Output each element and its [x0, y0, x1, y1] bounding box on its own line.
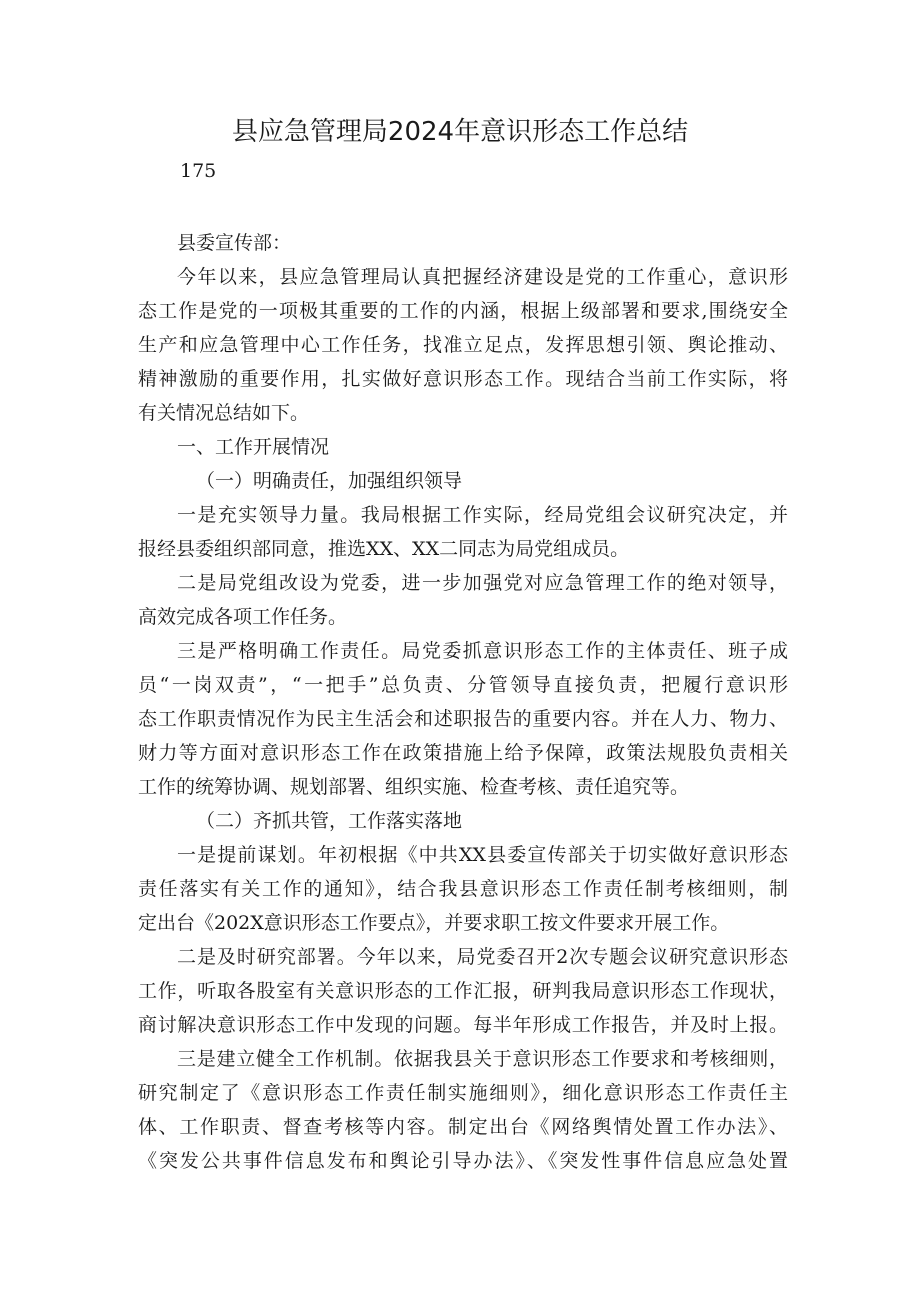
text-line: 一是充实领导力量。我局根据工作实际，经局党组会议研究决定，并 [177, 504, 788, 526]
document-number: 175 [180, 160, 217, 182]
text-line: （一）明确责任，加强组织领导 [196, 470, 463, 492]
text-line: 县委宣传部： [177, 232, 292, 254]
text-line: 态工作职责情况作为民主生活会和述职报告的重要内容。并在人力、物力、 [138, 708, 788, 730]
text-line: 《突发公共事件信息发布和舆论引导办法》、《突发性事件信息应急处置 [138, 1150, 788, 1172]
text-line: 二是局党组改设为党委，进一步加强党对应急管理工作的绝对领导， [177, 572, 788, 594]
text-line: （二）齐抓共管，工作落实落地 [196, 810, 463, 832]
text-line: 财力等方面对意识形态工作在政策措施上给予保障，政策法规股负责相关 [138, 742, 788, 764]
text-line: 精神激励的重要作用，扎实做好意识形态工作。现结合当前工作实际，将 [138, 368, 788, 390]
text-line: 工作，听取各股室有关意识形态的工作汇报，研判我局意识形态工作现状， [138, 980, 788, 1002]
text-line: 商讨解决意识形态工作中发现的问题。每半年形成工作报告，并及时上报。 [138, 1014, 788, 1036]
text-line: 员“一岗双责”，“一把手”总负责、分管领导直接负责，把履行意识形 [138, 674, 788, 696]
text-line: 今年以来，县应急管理局认真把握经济建设是党的工作重心，意识形 [177, 266, 788, 288]
text-line: 研究制定了《意识形态工作责任制实施细则》，细化意识形态工作责任主 [138, 1082, 788, 1104]
text-line: 高效完成各项工作任务。 [138, 606, 348, 628]
text-line: 有关情况总结如下。 [138, 402, 310, 424]
document-body [138, 226, 788, 1178]
text-line: 定出台《202X意识形态工作要点》，并要求职工按文件要求开展工作。 [138, 912, 730, 934]
text-line: 态工作是党的一项极其重要的工作的内涵，根据上级部署和要求,围绕安全 [138, 300, 788, 322]
text-line: 工作的统筹协调、规划部署、组织实施、检查考核、责任追究等。 [138, 776, 690, 798]
document-title: 县应急管理局2024年意识形态工作总结 [231, 117, 689, 147]
text-line: 三是建立健全工作机制。依据我县关于意识形态工作要求和考核细则， [177, 1048, 788, 1070]
text-line: 责任落实有关工作的通知》，结合我县意识形态工作责任制考核细则，制 [138, 878, 788, 900]
text-line: 一、工作开展情况 [177, 436, 330, 458]
text-line: 二是及时研究部署。今年以来，局党委召开2次专题会议研究意识形态 [177, 946, 788, 968]
text-line: 报经县委组织部同意，推选XX、XX二同志为局党组成员。 [138, 538, 630, 560]
text-line: 一是提前谋划。年初根据《中共XX县委宣传部关于切实做好意识形态 [177, 844, 788, 866]
text-line: 三是严格明确工作责任。局党委抓意识形态工作的主体责任、班子成 [177, 640, 788, 662]
text-line: 体、工作职责、督查考核等内容。制定出台《网络舆情处置工作办法》、 [138, 1116, 788, 1138]
text-line: 生产和应急管理中心工作任务，找准立足点，发挥思想引领、舆论推动、 [138, 334, 788, 356]
